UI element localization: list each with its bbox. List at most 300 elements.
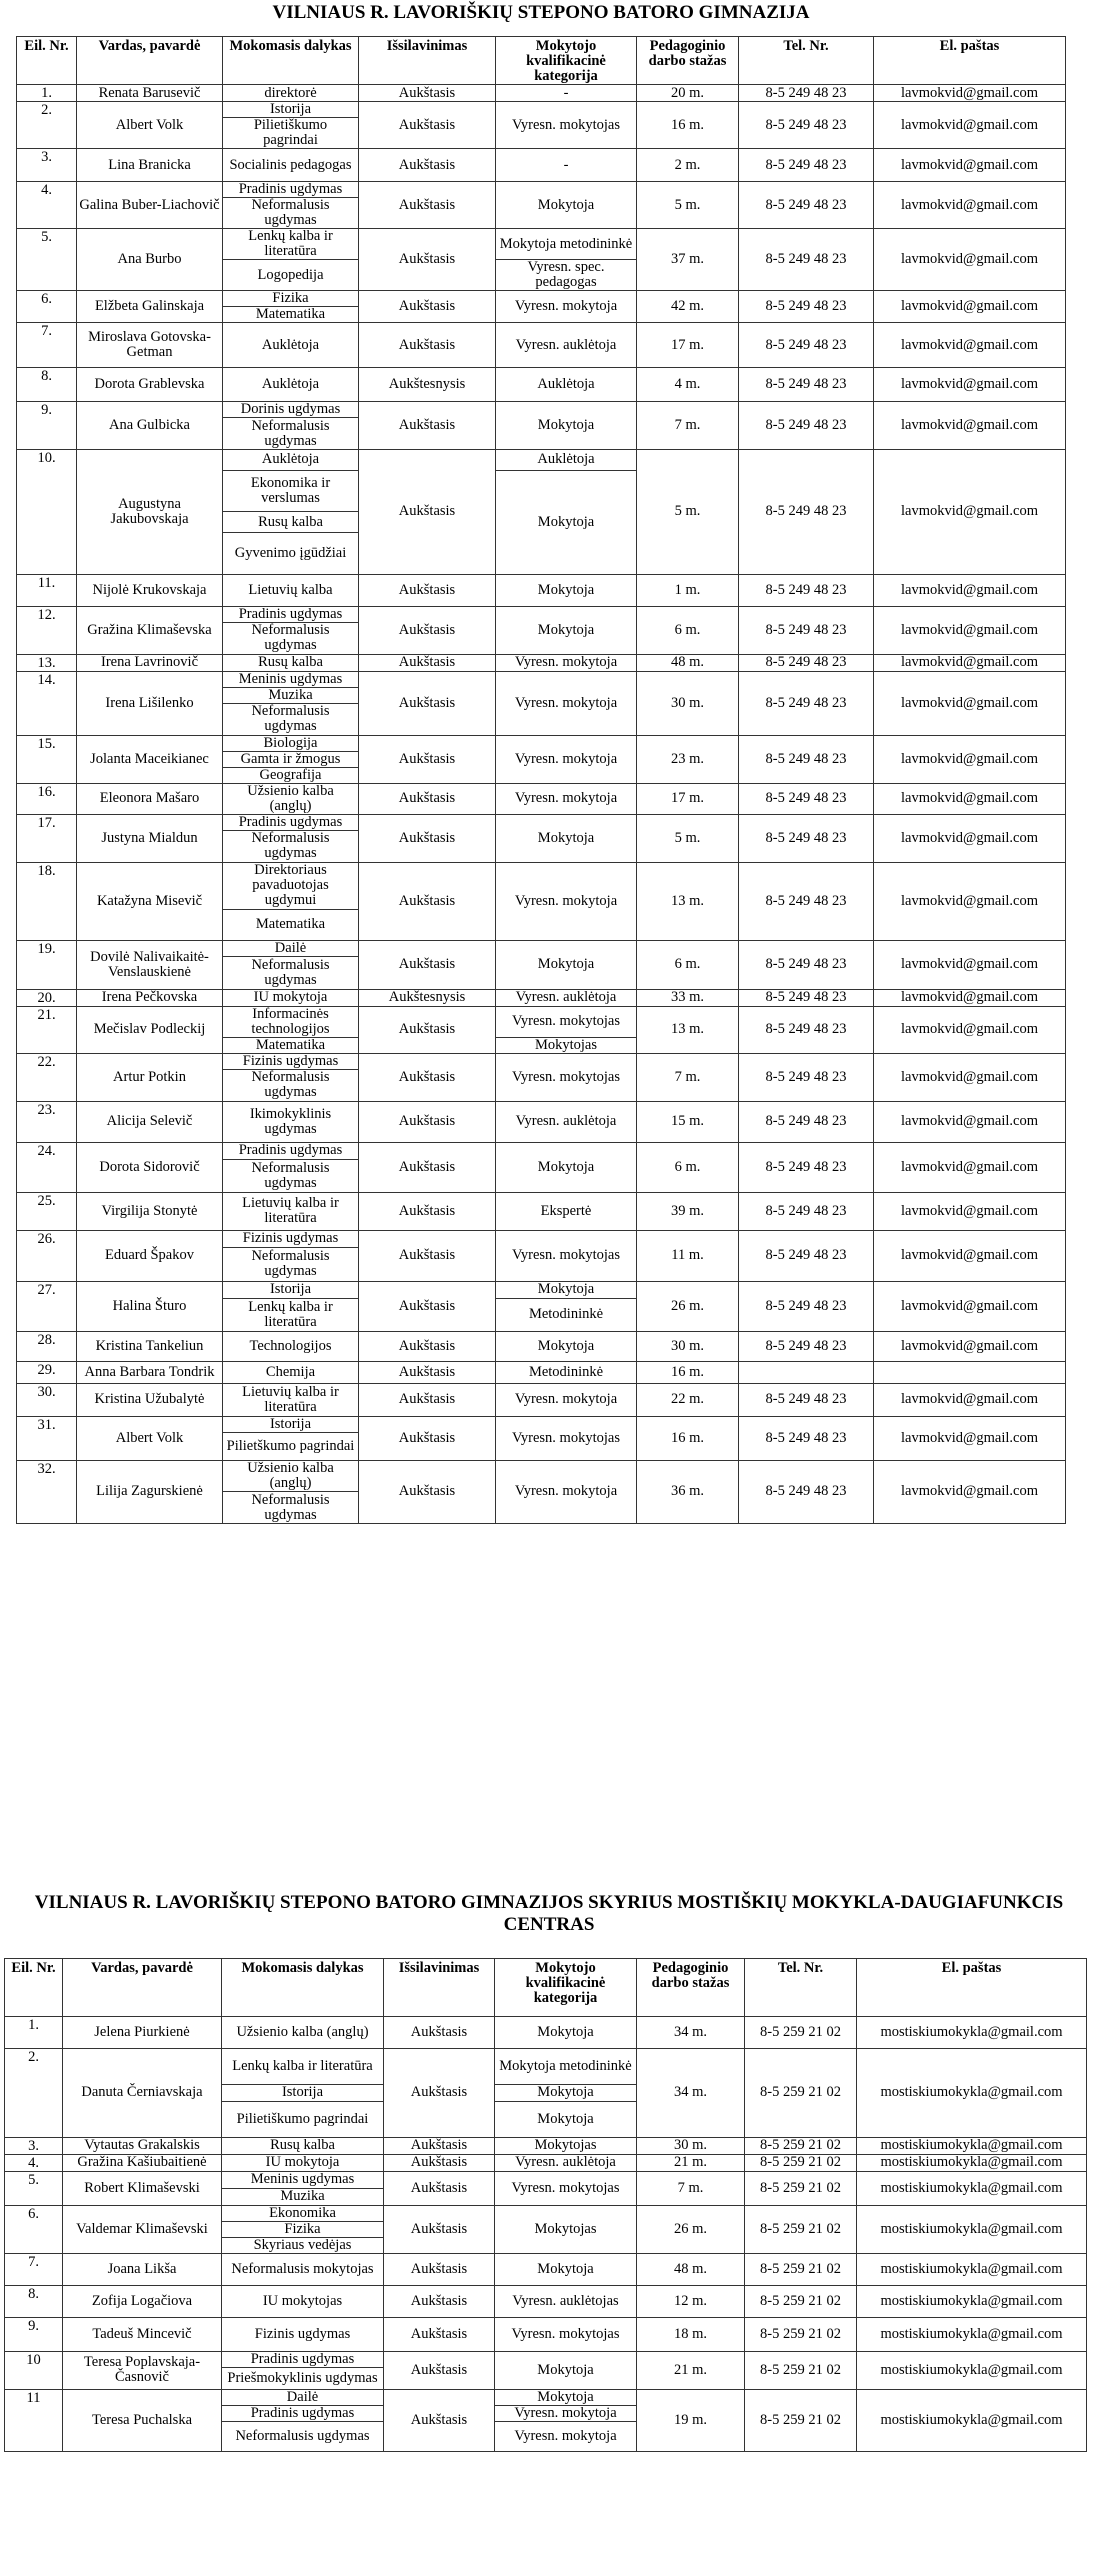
phone-cell: 8-5 249 48 23 (739, 1192, 874, 1230)
experience-cell: 6 m. (637, 940, 739, 989)
email-cell (874, 1361, 1066, 1383)
gymnasium-title: VILNIAUS R. LAVORIŠKIŲ STEPONO BATORO GIMNAZIJA (272, 2, 810, 23)
subject-cell: Fizinis ugdymas (223, 1053, 359, 1069)
subject-cell: Ekonomika ir verslumas (223, 470, 359, 512)
subject-cell: Neformalusis ugdymas (223, 1492, 359, 1524)
table-row (17, 229, 1066, 245)
row-number: 7. (17, 323, 77, 368)
teacher-name: Miroslava Gotovska-Getman (77, 323, 223, 368)
category-cell: Mokytoja (495, 2102, 637, 2138)
experience-cell: 4 m. (637, 368, 739, 402)
row-number: 20. (17, 989, 77, 1006)
experience-cell: 34 m. (637, 2017, 745, 2049)
subject-cell: Auklėtoja (223, 323, 359, 368)
subject-cell: Dailė (223, 940, 359, 956)
category-cell: Mokytojas (495, 2205, 637, 2253)
table-row (17, 1460, 1066, 1476)
experience-cell: 15 m. (637, 1101, 739, 1142)
email-cell: lavmokvid@gmail.com (874, 654, 1066, 671)
education-cell: Aukštasis (384, 2017, 495, 2049)
category-cell: Vyresn. mokytoja (496, 735, 637, 783)
email-cell: lavmokvid@gmail.com (874, 291, 1066, 323)
experience-cell: 7 m. (637, 2171, 745, 2205)
phone-cell: 8-5 259 21 02 (745, 2389, 857, 2451)
experience-cell: 22 m. (637, 1383, 739, 1416)
subject-cell: Matematika (223, 307, 359, 323)
table-row (17, 368, 1066, 402)
table-row (5, 2017, 1087, 2049)
subject-cell: Socialinis pedagogas (223, 149, 359, 182)
category-cell: - (496, 85, 637, 102)
subject-cell: Neformalusis ugdymas (223, 622, 359, 654)
row-number: 32. (17, 1460, 77, 1523)
education-cell: Aukštasis (359, 783, 496, 814)
email-cell: mostiskiumokykla@gmail.com (857, 2317, 1087, 2351)
education-cell: Aukštasis (359, 1053, 496, 1101)
teacher-name: Katažyna Misevič (77, 862, 223, 940)
teacher-name: Tadeuš Mincevič (63, 2317, 222, 2351)
subject-cell: Pradinis ugdymas (222, 2351, 384, 2367)
table-row (17, 1416, 1066, 1432)
teacher-name: Justyna Mialdun (77, 814, 223, 862)
education-cell: Aukštasis (359, 606, 496, 654)
education-cell: Aukštesnysis (359, 368, 496, 402)
experience-cell: 6 m. (637, 606, 739, 654)
row-number: 13. (17, 654, 77, 671)
subject-cell: Užsienio kalba (anglų) (223, 1460, 359, 1492)
phone-cell: 8-5 259 21 02 (745, 2171, 857, 2205)
row-number: 5. (5, 2171, 63, 2205)
email-cell: lavmokvid@gmail.com (874, 735, 1066, 783)
email-cell: lavmokvid@gmail.com (874, 402, 1066, 450)
experience-cell: 42 m. (637, 291, 739, 323)
education-cell: Aukštasis (359, 291, 496, 323)
phone-cell: 8-5 249 48 23 (739, 1416, 874, 1460)
teacher-name: Virgilija Stonytė (77, 1192, 223, 1230)
table-row (17, 1331, 1066, 1361)
teacher-name: Galina Buber-Liachovič (77, 182, 223, 229)
table-row (17, 654, 1066, 671)
table-row (5, 2389, 1087, 2405)
education-cell: Aukštasis (359, 1331, 496, 1361)
teacher-name: Danuta Černiavskaja (63, 2049, 222, 2138)
category-cell: Mokytoja (496, 814, 637, 862)
education-cell: Aukštasis (359, 1192, 496, 1230)
table-row (17, 1053, 1066, 1069)
row-number: 31. (17, 1416, 77, 1460)
table-row (17, 1142, 1066, 1159)
subject-cell: Užsienio kalba (anglų) (223, 783, 359, 814)
education-cell: Aukštasis (359, 1383, 496, 1416)
experience-cell: 2 m. (637, 149, 739, 182)
subject-cell: Fizinis ugdymas (223, 1230, 359, 1247)
table-row (17, 85, 1066, 102)
category-cell: Vyresn. mokytoja (495, 2405, 637, 2421)
teacher-name: Ana Burbo (77, 229, 223, 291)
subject-cell: Fizinis ugdymas (222, 2317, 384, 2351)
teacher-name: Kristina Užubalytė (77, 1383, 223, 1416)
subject-cell: Istorija (223, 1416, 359, 1432)
experience-cell: 13 m. (637, 862, 739, 940)
education-cell: Aukštasis (359, 654, 496, 671)
table-row (17, 671, 1066, 687)
phone-cell: 8-5 249 48 23 (739, 940, 874, 989)
table-row (5, 2205, 1087, 2221)
phone-cell: 8-5 249 48 23 (739, 102, 874, 149)
category-cell: Mokytoja (495, 2351, 637, 2389)
experience-cell: 48 m. (637, 654, 739, 671)
teacher-name: Dorota Grablevska (77, 368, 223, 402)
teacher-name: Albert Volk (77, 1416, 223, 1460)
email-cell: lavmokvid@gmail.com (874, 229, 1066, 291)
experience-cell: 5 m. (637, 814, 739, 862)
teacher-name: Renata Barusevič (77, 85, 223, 102)
phone-cell: 8-5 259 21 02 (745, 2205, 857, 2253)
phone-cell: 8-5 249 48 23 (739, 182, 874, 229)
category-cell: Vyresn. mokytojas (496, 1416, 637, 1460)
subject-cell: Neformalusis ugdymas (223, 418, 359, 450)
email-cell: lavmokvid@gmail.com (874, 1383, 1066, 1416)
subject-cell: Skyriaus vedėjas (222, 2237, 384, 2253)
email-cell: lavmokvid@gmail.com (874, 102, 1066, 149)
row-number: 6. (5, 2205, 63, 2253)
teacher-name: Ana Gulbicka (77, 402, 223, 450)
email-cell: lavmokvid@gmail.com (874, 1230, 1066, 1281)
phone-cell (739, 1361, 874, 1383)
row-number: 1. (17, 85, 77, 102)
email-cell: lavmokvid@gmail.com (874, 1142, 1066, 1192)
table-row (17, 1192, 1066, 1230)
header-category: Mokytojo kvalifikacinė kategorija (495, 1959, 637, 2017)
row-number: 19. (17, 940, 77, 989)
row-number: 15. (17, 735, 77, 783)
experience-cell: 21 m. (637, 2351, 745, 2389)
teacher-name: Jolanta Maceikianec (77, 735, 223, 783)
email-cell: lavmokvid@gmail.com (874, 368, 1066, 402)
row-number: 5. (17, 229, 77, 291)
subject-cell: Neformalusis ugdymas (222, 2421, 384, 2451)
email-cell: lavmokvid@gmail.com (874, 1416, 1066, 1460)
experience-cell: 36 m. (637, 1460, 739, 1523)
phone-cell: 8-5 249 48 23 (739, 85, 874, 102)
email-cell: lavmokvid@gmail.com (874, 940, 1066, 989)
email-cell: lavmokvid@gmail.com (874, 1460, 1066, 1523)
category-cell: Metodininkė (496, 1298, 637, 1331)
experience-cell: 26 m. (637, 2205, 745, 2253)
teacher-name: Artur Potkin (77, 1053, 223, 1101)
teacher-name: Eleonora Mašaro (77, 783, 223, 814)
row-number: 11. (17, 574, 77, 606)
experience-cell: 12 m. (637, 2285, 745, 2317)
phone-cell: 8-5 249 48 23 (739, 1460, 874, 1523)
category-cell: Mokytoja (495, 2253, 637, 2285)
table-row (5, 2171, 1087, 2188)
row-number: 1. (5, 2017, 63, 2049)
email-cell: lavmokvid@gmail.com (874, 814, 1066, 862)
phone-cell: 8-5 249 48 23 (739, 606, 874, 654)
education-cell: Aukštasis (359, 182, 496, 229)
email-cell: mostiskiumokykla@gmail.com (857, 2285, 1087, 2317)
subject-cell: Gyvenimo įgūdžiai (223, 533, 359, 575)
category-cell: Mokytoja (496, 402, 637, 450)
subject-cell: Priešmokyklinis ugdymas (222, 2367, 384, 2389)
subject-cell: Neformalusis ugdymas (223, 703, 359, 735)
experience-cell: 16 m. (637, 102, 739, 149)
phone-cell: 8-5 259 21 02 (745, 2137, 857, 2154)
header-no: Eil. Nr. (17, 37, 77, 85)
experience-cell: 48 m. (637, 2253, 745, 2285)
experience-cell: 5 m. (637, 182, 739, 229)
teacher-name: Irena Lavrinovič (77, 654, 223, 671)
subject-cell: Rusų kalba (222, 2137, 384, 2154)
subject-cell: Auklėtoja (223, 368, 359, 402)
category-cell: Vyresn. auklėtoja (496, 989, 637, 1006)
email-cell: lavmokvid@gmail.com (874, 1101, 1066, 1142)
phone-cell: 8-5 249 48 23 (739, 1383, 874, 1416)
teacher-name: Gražina Kašiubaitienė (63, 2154, 222, 2171)
category-cell: Metodininkė (496, 1361, 637, 1383)
email-cell: mostiskiumokykla@gmail.com (857, 2205, 1087, 2253)
email-cell: mostiskiumokykla@gmail.com (857, 2351, 1087, 2389)
row-number: 2. (5, 2049, 63, 2138)
experience-cell: 34 m. (637, 2049, 745, 2138)
category-cell: Vyresn. mokytojas (496, 1006, 637, 1037)
table-row (17, 1361, 1066, 1383)
teacher-name: Vytautas Grakalskis (63, 2137, 222, 2154)
table-row (17, 1383, 1066, 1416)
category-cell: Mokytoja (496, 574, 637, 606)
subject-cell: Meninis ugdymas (223, 671, 359, 687)
row-number: 8. (17, 368, 77, 402)
phone-cell: 8-5 249 48 23 (739, 368, 874, 402)
email-cell: mostiskiumokykla@gmail.com (857, 2049, 1087, 2138)
email-cell: lavmokvid@gmail.com (874, 862, 1066, 940)
education-cell: Aukštasis (359, 402, 496, 450)
email-cell: lavmokvid@gmail.com (874, 1006, 1066, 1053)
category-cell: Mokytojas (496, 1037, 637, 1053)
subject-cell: Pradinis ugdymas (223, 182, 359, 198)
education-cell: Aukštesnysis (359, 989, 496, 1006)
education-cell: Aukštasis (384, 2351, 495, 2389)
row-number: 23. (17, 1101, 77, 1142)
subject-cell: Gamta ir žmogus (223, 751, 359, 767)
subject-cell: Pilietškumo pagrindai (223, 1432, 359, 1460)
table-row (17, 323, 1066, 368)
teacher-name: Anna Barbara Tondrik (77, 1361, 223, 1383)
experience-cell: 5 m. (637, 450, 739, 575)
category-cell: Mokytoja (496, 940, 637, 989)
phone-cell: 8-5 249 48 23 (739, 291, 874, 323)
category-cell: Mokytoja (496, 182, 637, 229)
subject-cell: Istorija (222, 2084, 384, 2102)
row-number: 18. (17, 862, 77, 940)
subject-cell: Užsienio kalba (anglų) (222, 2017, 384, 2049)
row-number: 7. (5, 2253, 63, 2285)
education-cell: Aukštasis (384, 2171, 495, 2205)
category-cell: Vyresn. auklėtojas (495, 2285, 637, 2317)
category-cell: Mokytoja (495, 2084, 637, 2102)
teacher-name: Teresa Puchalska (63, 2389, 222, 2451)
experience-cell: 11 m. (637, 1230, 739, 1281)
subject-cell: Fizika (223, 291, 359, 307)
header-name: Vardas, pavardė (63, 1959, 222, 2017)
subject-cell: Lenkų kalba ir literatūra (223, 229, 359, 260)
email-cell: mostiskiumokykla@gmail.com (857, 2154, 1087, 2171)
teacher-name: Albert Volk (77, 102, 223, 149)
category-cell: Vyresn. auklėtoja (495, 2154, 637, 2171)
category-cell: Mokytoja (496, 606, 637, 654)
experience-cell: 18 m. (637, 2317, 745, 2351)
teacher-name: Joana Likša (63, 2253, 222, 2285)
email-cell: lavmokvid@gmail.com (874, 1331, 1066, 1361)
subject-cell: Matematika (223, 909, 359, 940)
row-number: 12. (17, 606, 77, 654)
table-row (17, 1281, 1066, 1298)
header-category: Mokytojo kvalifikacinė kategorija (496, 37, 637, 85)
teacher-name: Nijolė Krukovskaja (77, 574, 223, 606)
teacher-name: Gražina Klimaševska (77, 606, 223, 654)
phone-cell: 8-5 249 48 23 (739, 814, 874, 862)
subject-cell: Neformalusis ugdymas (223, 957, 359, 990)
education-cell: Aukštasis (359, 1416, 496, 1460)
category-cell: Vyresn. spec. pedagogas (496, 260, 637, 291)
teacher-name: Elžbeta Galinskaja (77, 291, 223, 323)
row-number: 2. (17, 102, 77, 149)
education-cell: Aukštasis (359, 735, 496, 783)
email-cell: mostiskiumokykla@gmail.com (857, 2389, 1087, 2451)
education-cell: Aukštasis (384, 2317, 495, 2351)
education-cell: Aukštasis (359, 1281, 496, 1331)
phone-cell: 8-5 249 48 23 (739, 402, 874, 450)
education-cell: Aukštasis (359, 814, 496, 862)
row-number: 9. (5, 2317, 63, 2351)
category-cell: Mokytoja (495, 2017, 637, 2049)
header-no: Eil. Nr. (5, 1959, 63, 2017)
phone-cell: 8-5 249 48 23 (739, 229, 874, 291)
subject-cell: Istorija (223, 102, 359, 118)
table-row (17, 574, 1066, 606)
subject-cell: Meninis ugdymas (222, 2171, 384, 2188)
category-cell: Auklėtoja (496, 450, 637, 471)
phone-cell: 8-5 259 21 02 (745, 2317, 857, 2351)
phone-cell: 8-5 249 48 23 (739, 862, 874, 940)
row-number: 22. (17, 1053, 77, 1101)
education-cell: Aukštasis (384, 2389, 495, 2451)
row-number: 16. (17, 783, 77, 814)
phone-cell: 8-5 259 21 02 (745, 2285, 857, 2317)
teacher-name: Dorota Sidorovič (77, 1142, 223, 1192)
header-experience: Pedagoginio darbo stažas (637, 37, 739, 85)
header-phone: Tel. Nr. (739, 37, 874, 85)
category-cell: Vyresn. mokytoja (496, 862, 637, 940)
subject-cell: Logopedija (223, 260, 359, 291)
category-cell: Mokytoja (496, 470, 637, 574)
subject-cell: Informacinės technologijos (223, 1006, 359, 1037)
phone-cell: 8-5 249 48 23 (739, 1101, 874, 1142)
subject-cell: Neformalusis ugdymas (223, 1159, 359, 1192)
table-row (5, 2253, 1087, 2285)
table-row (17, 1101, 1066, 1142)
row-number: 10 (5, 2351, 63, 2389)
education-cell: Aukštasis (384, 2154, 495, 2171)
category-cell: - (496, 149, 637, 182)
teacher-name: Jelena Piurkienė (63, 2017, 222, 2049)
category-cell: Vyresn. mokytoja (496, 654, 637, 671)
phone-cell: 8-5 249 48 23 (739, 735, 874, 783)
email-cell: lavmokvid@gmail.com (874, 574, 1066, 606)
email-cell: lavmokvid@gmail.com (874, 1281, 1066, 1331)
experience-cell: 30 m. (637, 2137, 745, 2154)
row-number: 14. (17, 671, 77, 735)
subject-cell: Lenkų kalba ir literatūra (223, 1298, 359, 1331)
table-row (17, 940, 1066, 956)
phone-cell: 8-5 249 48 23 (739, 574, 874, 606)
header-subject: Mokomasis dalykas (223, 37, 359, 85)
email-cell: mostiskiumokykla@gmail.com (857, 2137, 1087, 2154)
category-cell: Vyresn. mokytoja (496, 1383, 637, 1416)
education-cell: Aukštasis (359, 1142, 496, 1192)
category-cell: Mokytoja metodininkė (495, 2049, 637, 2085)
table-row (17, 450, 1066, 471)
education-cell: Aukštasis (359, 574, 496, 606)
teacher-name: Teresa Poplavskaja-Časnovič (63, 2351, 222, 2389)
email-cell: lavmokvid@gmail.com (874, 1192, 1066, 1230)
teacher-name: Halina Šturo (77, 1281, 223, 1331)
phone-cell: 8-5 259 21 02 (745, 2154, 857, 2171)
header-name: Vardas, pavardė (77, 37, 223, 85)
teacher-name: Mečislav Podleckij (77, 1006, 223, 1053)
subject-cell: Lietuvių kalba (223, 574, 359, 606)
phone-cell: 8-5 249 48 23 (739, 149, 874, 182)
category-cell: Vyresn. mokytojas (495, 2317, 637, 2351)
phone-cell: 8-5 259 21 02 (745, 2017, 857, 2049)
teacher-name: Irena Pečkovska (77, 989, 223, 1006)
experience-cell: 30 m. (637, 671, 739, 735)
row-number: 8. (5, 2285, 63, 2317)
subject-cell: Muzika (222, 2188, 384, 2205)
subject-cell: Dorinis ugdymas (223, 402, 359, 418)
table-row (17, 149, 1066, 182)
subject-cell: Lietuvių kalba ir literatūra (223, 1192, 359, 1230)
subject-cell: Lenkų kalba ir literatūra (222, 2049, 384, 2085)
education-cell: Aukštasis (384, 2285, 495, 2317)
table-row (5, 2154, 1087, 2171)
header-email: El. paštas (874, 37, 1066, 85)
email-cell: lavmokvid@gmail.com (874, 450, 1066, 575)
subject-cell: Biologija (223, 735, 359, 751)
teacher-name: Augustyna Jakubovskaja (77, 450, 223, 575)
category-cell: Mokytojas (495, 2137, 637, 2154)
teachers-table-branch (4, 1958, 1087, 2452)
row-number: 3. (17, 149, 77, 182)
subject-cell: IU mokytoja (223, 989, 359, 1006)
subject-cell: Ikimokyklinis ugdymas (223, 1101, 359, 1142)
table-row (17, 1230, 1066, 1247)
row-number: 9. (17, 402, 77, 450)
phone-cell: 8-5 249 48 23 (739, 450, 874, 575)
row-number: 26. (17, 1230, 77, 1281)
email-cell: lavmokvid@gmail.com (874, 85, 1066, 102)
education-cell: Aukštasis (359, 1101, 496, 1142)
phone-cell: 8-5 249 48 23 (739, 654, 874, 671)
education-cell: Aukštasis (359, 1361, 496, 1383)
teacher-name: Valdemar Klimaševski (63, 2205, 222, 2253)
subject-cell: direktorė (223, 85, 359, 102)
category-cell: Vyresn. mokytojas (496, 102, 637, 149)
row-number: 4. (17, 182, 77, 229)
table-row (17, 1006, 1066, 1022)
phone-cell: 8-5 249 48 23 (739, 1053, 874, 1101)
